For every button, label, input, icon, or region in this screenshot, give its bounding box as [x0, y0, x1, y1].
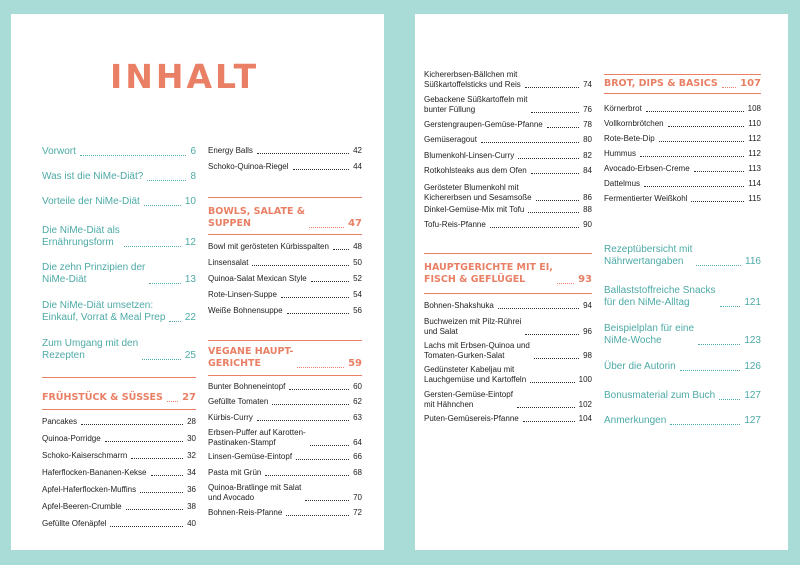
section-divider	[424, 253, 592, 254]
toc-entry	[208, 468, 362, 478]
toc-entry-intro	[42, 146, 196, 158]
toc-entry	[604, 104, 761, 114]
dot-leader	[691, 201, 744, 202]
dot-leader	[105, 441, 183, 442]
page-number: 47	[348, 218, 362, 229]
dot-leader	[518, 158, 579, 159]
toc-entry	[424, 183, 592, 203]
page-number: 66	[353, 452, 362, 461]
entry-title: Quinoa-Porridge	[42, 434, 101, 443]
entry-title: Die zehn Prinzipien der NiMe-Diät	[42, 262, 146, 285]
toc-entry	[208, 452, 362, 462]
page-number: 13	[184, 274, 196, 285]
entry-title: Rotkohlsteaks aus dem Ofen	[424, 166, 527, 175]
dot-leader	[531, 173, 579, 174]
page-number: 59	[348, 358, 362, 369]
dot-leader	[289, 389, 349, 390]
entry-title: Körnerbrot	[604, 104, 642, 113]
toc-entry	[42, 485, 196, 495]
entry-title: Quinoa-Bratlinge mit Salat und Avocado	[208, 483, 302, 502]
page-number: 86	[583, 193, 592, 202]
dot-leader	[534, 358, 579, 359]
dot-leader	[311, 281, 349, 282]
toc-entry	[424, 166, 592, 176]
dot-leader	[528, 212, 579, 213]
entry-title: Bonusmaterial zum Buch	[604, 390, 716, 401]
toc-entry	[208, 483, 362, 503]
dot-leader	[680, 370, 741, 371]
page-number: 76	[583, 105, 592, 114]
dot-leader	[80, 155, 187, 156]
toc-entry-intro	[42, 225, 196, 249]
entry-title: Vollkornbrötchen	[604, 119, 664, 128]
toc-entry-intro	[42, 300, 196, 324]
entry-title: Über die Autorin	[604, 361, 676, 372]
entry-title: Zum Umgang mit den Rezepten	[42, 338, 139, 361]
page-number: 64	[353, 438, 362, 447]
dot-leader	[557, 283, 574, 284]
dot-leader	[286, 515, 349, 516]
page-number: 30	[187, 434, 196, 443]
toc-entry	[208, 290, 362, 300]
section-divider	[208, 197, 362, 198]
entry-title: BOWLS, SALATE & SUPPEN	[208, 206, 306, 229]
entry-title: Gersten-Gemüse-Eintopf mit Hähnchen	[424, 390, 513, 409]
page-number: 84	[583, 166, 592, 175]
toc-entry	[424, 390, 592, 410]
page-number: 63	[353, 413, 362, 422]
dot-leader	[131, 458, 183, 459]
entry-title: BROT, DIPS & BASICS	[604, 78, 718, 89]
dot-leader	[110, 526, 183, 527]
dot-leader	[296, 459, 349, 460]
dot-leader	[525, 87, 579, 88]
toc-entry-extra	[604, 323, 761, 347]
toc-entry-extra	[604, 285, 761, 309]
toc-entry	[208, 382, 362, 392]
dot-leader	[142, 359, 181, 360]
page-number: 36	[187, 485, 196, 494]
toc-entry	[424, 95, 592, 115]
entry-title: Weiße Bohnensuppe	[208, 306, 283, 315]
toc-entry-extra	[604, 361, 761, 373]
dot-leader	[287, 313, 350, 314]
toc-entry-extra	[604, 415, 761, 427]
page-number: 80	[583, 135, 592, 144]
dot-leader	[644, 186, 744, 187]
dot-leader	[149, 283, 180, 284]
entry-title: Gerstengraupen-Gemüse-Pfanne	[424, 120, 543, 129]
entry-title: Erbsen-Puffer auf Karotten- Pastinaken-Stampf	[208, 428, 306, 447]
toc-entry	[424, 317, 592, 337]
page-number: 116	[745, 256, 761, 267]
toc-entry	[604, 164, 761, 174]
dot-leader	[126, 509, 184, 510]
entry-title: Schoko-Quinoa-Riegel	[208, 162, 289, 171]
dot-leader	[517, 407, 575, 408]
page-number: 100	[578, 375, 592, 384]
entry-title: Was ist die NiMe-Diät?	[42, 171, 144, 182]
toc-entry	[208, 162, 362, 172]
page-number: 93	[578, 274, 592, 285]
page-number: 78	[583, 120, 592, 129]
dot-leader	[694, 171, 745, 172]
entry-title: Linsen-Gemüse-Eintopf	[208, 452, 293, 461]
page-number: 42	[353, 146, 362, 155]
toc-entry	[42, 434, 196, 444]
entry-title: Vorwort	[42, 146, 76, 157]
dot-leader	[151, 475, 184, 476]
dot-leader	[698, 344, 740, 345]
toc-entry	[208, 146, 362, 156]
entry-title: Gefüllte Tomaten	[208, 397, 269, 406]
toc-entry-intro	[42, 338, 196, 362]
entry-title: Kürbis-Curry	[208, 413, 253, 422]
dot-leader	[124, 246, 181, 247]
entry-title: Apfel-Beeren-Crumble	[42, 502, 122, 511]
entry-title: VEGANE HAUPT- GERICHTE	[208, 346, 294, 369]
toc-entry-extra	[604, 390, 761, 402]
entry-title: Pasta mit Grün	[208, 468, 262, 477]
dot-leader	[140, 492, 183, 493]
toc-entry	[604, 134, 761, 144]
toc-entry	[208, 258, 362, 268]
entry-title: Pancakes	[42, 417, 78, 426]
toc-entry	[208, 242, 362, 252]
toc-entry	[424, 220, 592, 230]
section-divider	[604, 93, 761, 94]
page-number: 10	[184, 196, 196, 207]
entry-title: Rezeptübersicht mit Nährwertangaben	[604, 244, 693, 267]
section-heading	[208, 206, 362, 230]
page-number: 40	[187, 519, 196, 528]
page-number: 104	[578, 414, 592, 423]
section-heading	[42, 392, 196, 404]
entry-title: Gebackene Süßkartoffeln mit bunter Füllung	[424, 95, 528, 114]
dot-leader	[297, 367, 344, 368]
dot-leader	[696, 265, 741, 266]
toc-entry	[604, 179, 761, 189]
dot-leader	[293, 169, 350, 170]
toc-entry	[208, 274, 362, 284]
page-number: 28	[187, 417, 196, 426]
section-heading	[208, 346, 362, 370]
page-number: 113	[748, 164, 761, 173]
dot-leader	[481, 142, 579, 143]
toc-entry	[604, 149, 761, 159]
toc-entry	[42, 519, 196, 529]
dot-leader	[490, 227, 579, 228]
entry-title: Energy Balls	[208, 146, 253, 155]
entry-title: Bohnen-Reis-Pfanne	[208, 508, 283, 517]
entry-title: HAUPTGERICHTE MIT EI, FISCH & GEFLÜGEL	[424, 262, 553, 285]
page-number: 96	[583, 327, 592, 336]
entry-title: Anmerkungen	[604, 415, 667, 426]
page-number: 108	[747, 104, 761, 113]
page-title: INHALT	[110, 57, 260, 96]
toc-entry	[208, 428, 362, 448]
dot-leader	[309, 227, 344, 228]
toc-entry	[424, 205, 592, 215]
dot-leader	[272, 404, 349, 405]
toc-entry	[424, 365, 592, 385]
toc-entry	[42, 468, 196, 478]
dot-leader	[719, 399, 740, 400]
page-number: 74	[583, 80, 592, 89]
dot-leader	[670, 424, 740, 425]
toc-entry	[424, 414, 592, 424]
page-number: 98	[583, 351, 592, 360]
entry-title: Buchweizen mit Pilz-Rührei und Salat	[424, 317, 522, 336]
entry-title: Bohnen-Shakshuka	[424, 301, 494, 310]
dot-leader	[498, 308, 579, 309]
page-number: 110	[748, 119, 761, 128]
dot-leader	[147, 180, 186, 181]
page-number: 90	[583, 220, 592, 229]
entry-title: Beispielplan für eine NiMe-Woche	[604, 323, 695, 346]
dot-leader	[167, 401, 178, 402]
dot-leader	[310, 445, 349, 446]
page-number: 123	[744, 335, 761, 346]
page-number: 102	[578, 400, 592, 409]
entry-title: Apfel-Haferflocken-Muffins	[42, 485, 137, 494]
page-number: 8	[190, 171, 196, 182]
dot-leader	[668, 126, 745, 127]
section-heading	[424, 262, 592, 286]
page-number: 127	[744, 415, 761, 426]
page-number: 88	[583, 205, 592, 214]
toc-entry	[424, 70, 592, 90]
entry-title: Blumenkohl-Linsen-Curry	[424, 151, 515, 160]
section-divider	[604, 74, 761, 75]
page-number: 38	[187, 502, 196, 511]
dot-leader	[640, 156, 744, 157]
dot-leader	[531, 112, 579, 113]
toc-entry	[424, 301, 592, 311]
toc-entry	[42, 451, 196, 461]
entry-title: Lachs mit Erbsen-Quinoa und Tomaten-Gurken-Salat	[424, 341, 530, 360]
toc-entry	[604, 119, 761, 129]
dot-leader	[722, 87, 736, 88]
dot-leader	[333, 249, 349, 250]
entry-title: Kichererbsen-Bällchen mit Süßkartoffelsticks und Reis	[424, 70, 521, 89]
entry-title: Puten-Gemüsereis-Pfanne	[424, 414, 519, 423]
entry-title: Fermentierter Weißkohl	[604, 194, 688, 203]
page-number: 50	[353, 258, 362, 267]
entry-title: Tofu-Reis-Pfanne	[424, 220, 486, 229]
page-number: 115	[748, 194, 761, 203]
page-number: 112	[748, 134, 761, 143]
page-number: 34	[187, 468, 196, 477]
section-heading	[604, 78, 761, 90]
page-number: 114	[748, 179, 761, 188]
toc-entry	[424, 341, 592, 361]
page-number: 32	[187, 451, 196, 460]
page-number: 70	[353, 493, 362, 502]
entry-title: Dinkel-Gemüse-Mix mit Tofu	[424, 205, 525, 214]
dot-leader	[265, 475, 349, 476]
dot-leader	[536, 200, 579, 201]
page-number: 126	[744, 361, 761, 372]
entry-title: Rote-Bete-Dip	[604, 134, 655, 143]
section-divider	[208, 340, 362, 341]
dot-leader	[257, 153, 349, 154]
toc-entry	[42, 502, 196, 512]
page-number: 44	[353, 162, 362, 171]
page-number: 112	[748, 149, 761, 158]
dot-leader	[525, 334, 579, 335]
entry-title: Hummus	[604, 149, 637, 158]
entry-title: Bowl mit gerösteten Kürbisspalten	[208, 242, 329, 251]
dot-leader	[144, 205, 181, 206]
page-number: 107	[740, 78, 761, 89]
page-number: 6	[190, 146, 196, 157]
entry-title: Gedünsteter Kabeljau mit Lauchgemüse und Kartoffeln	[424, 365, 527, 384]
dot-leader	[530, 382, 574, 383]
section-divider	[208, 375, 362, 376]
page-number: 27	[182, 392, 196, 403]
toc-entry-intro	[42, 171, 196, 183]
page-number: 52	[353, 274, 362, 283]
toc-entry	[208, 306, 362, 316]
entry-title: Die NiMe-Diät als Ernährungsform	[42, 225, 120, 248]
entry-title: Linsensalat	[208, 258, 249, 267]
page-number: 94	[583, 301, 592, 310]
section-divider	[208, 234, 362, 235]
dot-leader	[257, 420, 349, 421]
page-number: 121	[744, 297, 761, 308]
entry-title: Vorteile der NiMe-Diät	[42, 196, 140, 207]
page-number: 72	[353, 508, 362, 517]
page-number: 48	[353, 242, 362, 251]
section-divider	[42, 409, 196, 410]
dot-leader	[523, 421, 575, 422]
entry-title: Schoko-Kaiserschmarrn	[42, 451, 128, 460]
entry-title: FRÜHSTÜCK & SÜSSES	[42, 392, 163, 403]
toc-entry-intro	[42, 262, 196, 286]
page-number: 22	[184, 312, 196, 323]
toc-entry	[424, 120, 592, 130]
dot-leader	[659, 141, 745, 142]
toc-entry-intro	[42, 196, 196, 208]
entry-title: Gemüseragout	[424, 135, 477, 144]
page-number: 68	[353, 468, 362, 477]
page-number: 62	[353, 397, 362, 406]
entry-title: Gefüllte Ofenäpfel	[42, 519, 107, 528]
toc-entry	[208, 413, 362, 423]
entry-title: Die NiMe-Diät umsetzen: Einkauf, Vorrat & Meal Prep	[42, 300, 166, 323]
dot-leader	[169, 321, 180, 322]
dot-leader	[281, 297, 349, 298]
entry-title: Avocado-Erbsen-Creme	[604, 164, 690, 173]
page-number: 25	[184, 350, 196, 361]
page-number: 56	[353, 306, 362, 315]
toc-entry	[42, 417, 196, 427]
dot-leader	[252, 265, 349, 266]
page-number: 54	[353, 290, 362, 299]
dot-leader	[81, 424, 183, 425]
section-divider	[424, 293, 592, 294]
section-divider	[42, 377, 196, 378]
dot-leader	[547, 127, 579, 128]
entry-title: Dattelmus	[604, 179, 641, 188]
toc-entry	[424, 151, 592, 161]
entry-title: Quinoa-Salat Mexican Style	[208, 274, 307, 283]
page-number: 82	[583, 151, 592, 160]
dot-leader	[720, 306, 741, 307]
page-number: 60	[353, 382, 362, 391]
entry-title: Ballaststoffreiche Snacks für den NiMe-Alltag	[604, 285, 716, 308]
toc-entry	[208, 508, 362, 518]
entry-title: Bunter Bohneneintopf	[208, 382, 286, 391]
entry-title: Gerösteter Blumenkohl mit Kichererbsen und Sesamsoße	[424, 183, 532, 202]
page-number: 127	[744, 390, 761, 401]
page-number: 12	[184, 237, 196, 248]
toc-entry-extra	[604, 244, 761, 268]
toc-entry	[208, 397, 362, 407]
entry-title: Haferflocken-Bananen-Kekse	[42, 468, 147, 477]
dot-leader	[305, 500, 349, 501]
entry-title: Rote-Linsen-Suppe	[208, 290, 277, 299]
toc-entry	[424, 135, 592, 145]
toc-entry	[604, 194, 761, 204]
dot-leader	[646, 111, 744, 112]
